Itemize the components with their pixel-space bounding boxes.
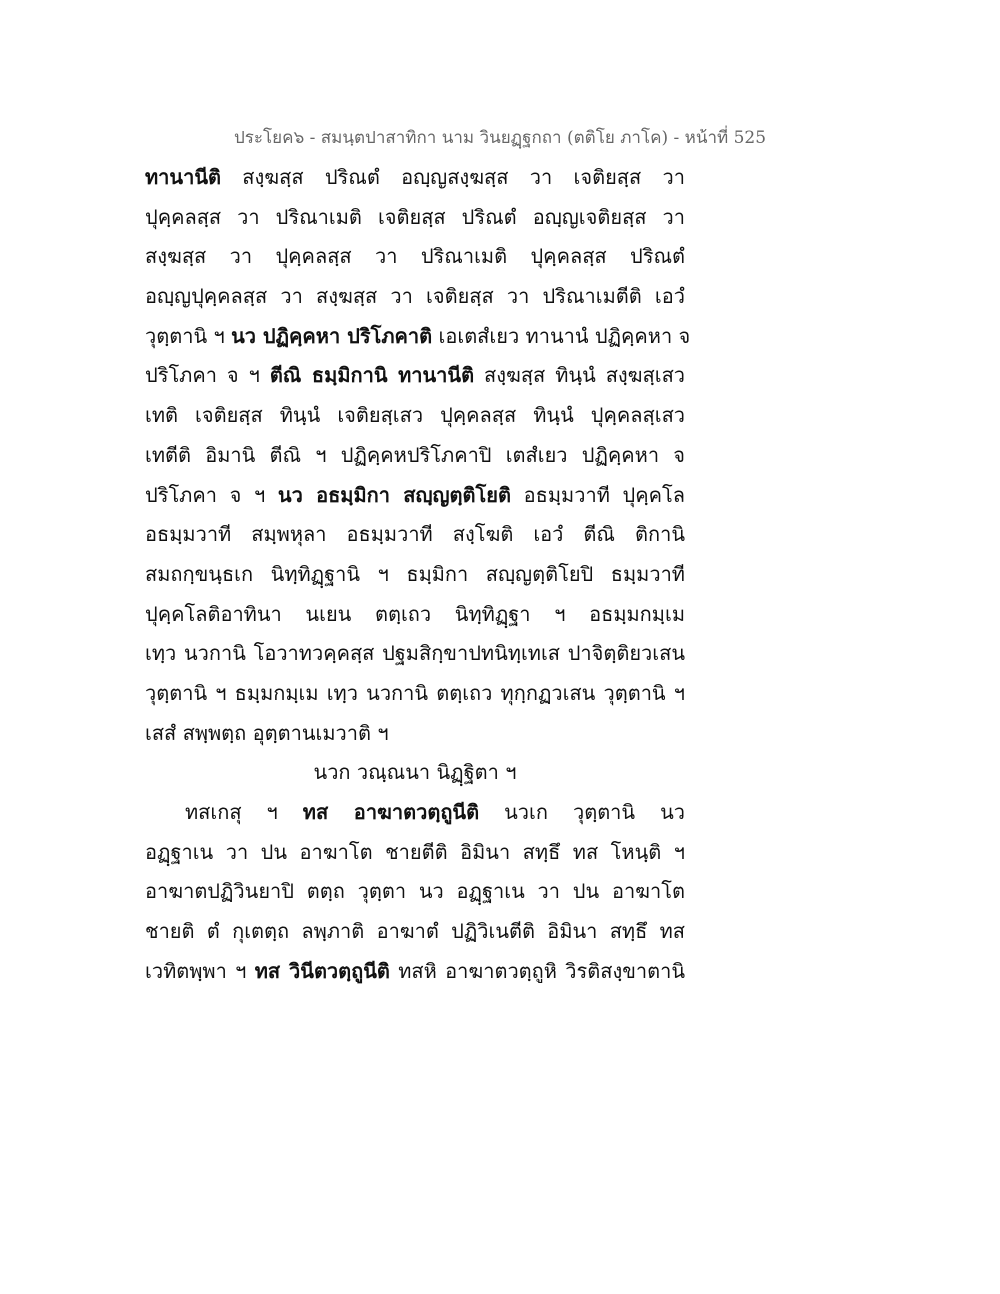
body-text xyxy=(145,158,691,991)
text-run: นวก วณฺณนา นิฏฺฐิตา ฯ xyxy=(313,760,517,785)
text-run: อธมฺมวาที สมฺพหุลา อธมฺมวาที สงฺโฆติ เอวํ ตีณิ ติกานิ xyxy=(145,522,685,547)
text-line xyxy=(145,356,685,396)
text-run: อญฺญปุคฺคลสฺส วา สงฺฆสฺส วา เจติยสฺส วา ปริณาเมตีติ เอวํ xyxy=(145,284,685,309)
text-line xyxy=(145,912,685,952)
text-line xyxy=(145,436,685,476)
section-end-heading xyxy=(145,753,685,793)
text-run: ทสหิ อาฆาตวตฺถูหิ วิรติสงฺขาตานิ xyxy=(389,958,686,983)
text-run: ทสเกสุ ฯ xyxy=(185,800,303,824)
text-run: เวทิตพฺพา ฯ xyxy=(145,958,255,983)
text-run: นวเก วุตฺตานิ นว xyxy=(479,800,685,824)
text-run: เทติ เจติยสฺส ทินฺนํ เจติยสฺเสว ปุคฺคลสฺส ทินฺนํ ปุคฺคลสฺเสว xyxy=(145,403,685,428)
bold-term: ทส อาฆาตวตฺถูนีติ xyxy=(302,800,480,824)
bold-term: ตีณิ ธมฺมิกานิ ทานานีติ xyxy=(269,363,475,388)
text-line xyxy=(145,634,685,674)
text-run: สงฺฆสฺส ปริณตํ อญฺญสงฺฆสฺส วา เจติยสฺส วา xyxy=(220,165,685,189)
text-line xyxy=(145,833,685,873)
text-line xyxy=(145,555,685,595)
text-line xyxy=(145,476,685,516)
text-line xyxy=(145,595,685,635)
text-run: เอเตสํเยว ทานานํ ปฏิคฺคหา จ xyxy=(432,323,691,348)
paragraph-first-line xyxy=(145,793,685,833)
text-run: อาฆาตปฏิวินยาปิ ตตฺถ วุตฺตา นว อฏฺฐาเน วา ปน อาฆาโต xyxy=(145,879,685,904)
text-line xyxy=(145,277,685,317)
text-run: สงฺฆสฺส ทินฺนํ สงฺฆสฺเสว xyxy=(474,363,685,388)
text-line xyxy=(145,674,685,714)
text-line xyxy=(145,515,685,555)
text-line xyxy=(145,158,685,198)
text-run: วุตฺตานิ ฯ ธมฺมกมฺเม เทฺว นวกานิ ตตฺเถว ทุกฺกฏวเสน วุตฺตานิ ฯ xyxy=(145,680,685,705)
text-run: ปริโภคา จ ฯ xyxy=(145,363,270,388)
text-run: สงฺฆสฺส วา ปุคฺคลสฺส วา ปริณาเมติ ปุคฺคลสฺส ปริณตํ xyxy=(145,244,685,269)
text-run: เทตีติ อิมานิ ตีณิ ฯ ปฏิคฺคหปริโภคาปิ เตสํเยว ปฏิคฺคหา จ xyxy=(145,442,685,467)
text-line xyxy=(145,872,685,912)
text-run: ชายติ ตํ กุเตตฺถ ลพฺภาติ อาฆาตํ ปฏิวิเนตีติ อิมินา สทฺธึ ทส xyxy=(145,919,685,944)
bold-term: นว ปฏิคฺคหา ปริโภคาติ xyxy=(231,323,433,348)
text-line xyxy=(145,198,685,238)
text-run: อธมฺมวาที ปุคฺคโล xyxy=(510,482,685,507)
text-run: สมถกฺขนฺธเก นิทฺทิฏฺฐานิ ฯ ธมฺมิกา สญฺญตฺติโยปิ ธมฺมวาที xyxy=(145,561,685,586)
text-run: ปริโภคา จ ฯ xyxy=(145,482,278,507)
text-run: ปุคฺคลสฺส วา ปริณาเมติ เจติยสฺส ปริณตํ อญฺญเจติยสฺส วา xyxy=(145,204,685,229)
text-run: วุตฺตานิ ฯ xyxy=(145,323,232,348)
text-line xyxy=(145,952,685,992)
bold-term: ทานานีติ xyxy=(145,165,221,189)
text-run: เทฺว นวกานิ โอวาทวคฺคสฺส ปฐมสิกฺขาปทนิทฺเทเส ปาจิตฺติยวเสน xyxy=(145,641,685,666)
text-run: ปุคฺคโลติอาทินา นเยน ตตฺเถว นิทฺทิฏฺฐา ฯ อธมฺมกมฺเม xyxy=(145,601,685,626)
text-run: เสสํ สพฺพตฺถ อุตฺตานเมวาติ ฯ xyxy=(145,720,389,745)
text-run: อฏฺฐาเน วา ปน อาฆาโต ชายตีติ อิมินา สทฺธึ ทส โหนฺติ ฯ xyxy=(145,839,685,864)
text-line xyxy=(145,317,691,357)
text-line xyxy=(145,237,685,277)
text-line xyxy=(145,714,685,754)
bold-term: ทส วินีตวตฺถูนีติ xyxy=(254,958,390,983)
text-line xyxy=(145,396,685,436)
running-head: ประโยค๖ - สมนฺตปาสาทิกา นาม วินยฏฺฐกถา (ตติโย ภาโค) - หน้าที่ 525 xyxy=(233,128,767,148)
bold-term: นว อธมฺมิกา สญฺญตฺติโยติ xyxy=(277,482,511,507)
